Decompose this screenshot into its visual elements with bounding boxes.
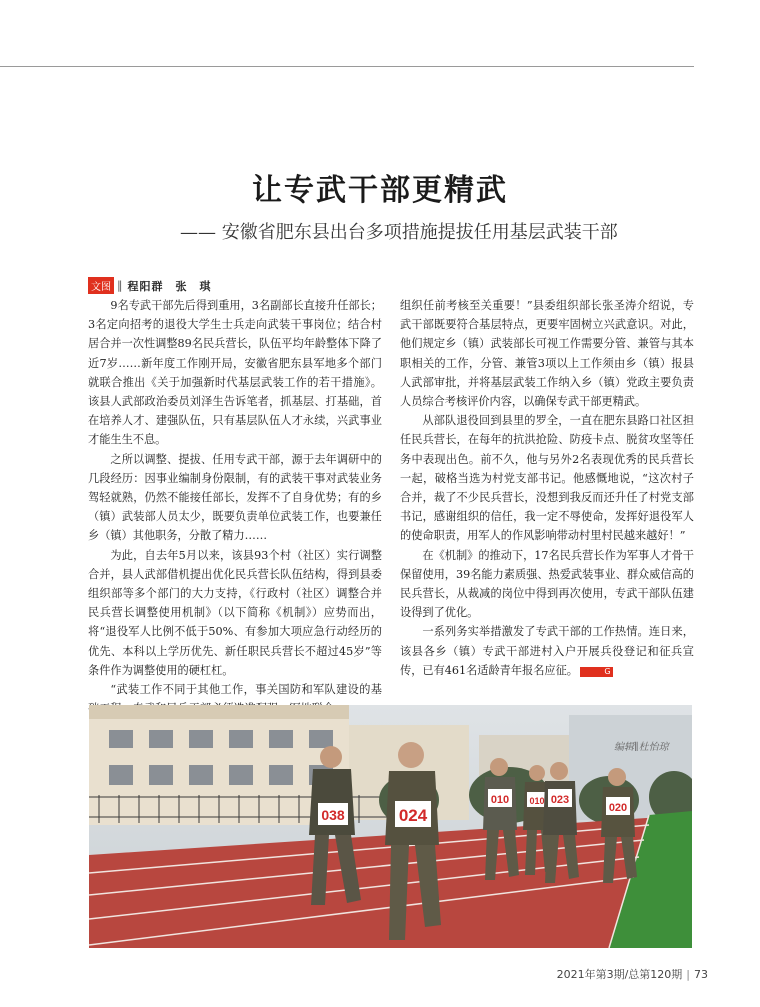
left-column — [88, 296, 382, 718]
end-mark: G — [580, 667, 613, 677]
paragraph: 为此，自去年5月以来，该县93个村（社区）实行调整合并，县人武部借机提出优化民兵营长队伍结构，得到县委组织部等多个部门的大力支持，《行政村（社区）调整合并民兵营长调整使用机制》（以下简称《机制》）应势而出，将“退役军人比例不低于50%、有参加大项应急行动经历的优先、本科以上学历优先、新任职民兵营长不超过45岁”等条件作为调整使用的硬杠杠。 — [88, 548, 382, 677]
right-column — [400, 296, 694, 680]
byline-authors: 程阳群 张 琪 — [127, 279, 212, 293]
paragraph-text: 一系列务实举措激发了专武干部的工作热情。连日来，该县各乡（镇）专武干部进村入户开展兵役登记和征兵宣传，已有461名适龄青年报名应征。 — [400, 625, 694, 677]
article-title: 让专武干部更精武 — [252, 173, 508, 208]
byline-separator: ‖ — [117, 279, 123, 292]
bib-number: 038 — [321, 807, 345, 823]
paragraph: 从部队退役回到县里的罗全，一直在肥东县路口社区担任民兵营长，在每年的抗洪抢险、防疫卡点、脱贫攻坚等任务中表现出色。前不久，他与另外2名表现优秀的民兵营长一起，破格当选为村党支部书记。他感慨地说，“这次村子合并，裁了不少民兵营长，没想到我反而还升任了村党支部书记，感谢组织的信任，我一定不辱使命，发挥好退役军人的使命职责，用军人的作风影响带动村里村民越来越好！” — [400, 414, 694, 543]
paragraph-last — [400, 622, 694, 680]
article-photo — [89, 705, 692, 948]
page-footer — [557, 966, 708, 982]
bib-number: 023 — [550, 794, 570, 806]
byline — [88, 277, 212, 294]
issue-info: 2021年第3期/总第120期 — [556, 968, 683, 981]
paragraph: 在《机制》的推动下，17名民兵营长作为军事人才骨干保留使用，39名能力素质强、热爱武装事业、群众威信高的民兵营长，从裁减的岗位中得到再次使用，专武干部队伍建设得到了优化。 — [400, 548, 694, 620]
bib-number: 010 — [529, 796, 545, 806]
bib-number: 010 — [490, 794, 510, 806]
bib-number: 020 — [608, 802, 628, 814]
bib-number: 024 — [398, 806, 428, 825]
article-subtitle: —— 安徽省肥东县出台多项措施提拔任用基层武装干部 — [180, 222, 618, 243]
paragraph: 之所以调整、提拔、任用专武干部，源于去年调研中的几段经历：因事业编制身份限制，有的武装干事对武装业务驾轻就熟，仍然不能接任部长，发挥不了自身优势；有的乡（镇）武装部人员太少，既要负责单位武装工作，也要兼任乡（镇）其他职务，分散了精力…… — [88, 452, 382, 543]
byline-tag: 文图 — [88, 277, 114, 294]
editor-credit: 编辑∥杜怡琼 — [614, 742, 669, 753]
paragraph: 9名专武干部先后得到重用，3名副部长直接升任部长；3名定向招考的退役大学生士兵走向武装干事岗位；结合村居合并一次性调整89名民兵营长，队伍平均年龄整体下降了近7岁……新年度工作刚开局，安徽省肥东县军地多个部门就联合推出《关于加强新时代基层武装工作的若干措施》。该县人武部政治委员刘泽生告诉笔者，抓基层、打基础，首在培养人才、建强队伍，只有基层队伍人才永续，兴武事业才能生生不息。 — [88, 299, 382, 447]
page-number: 73 — [694, 968, 708, 981]
paragraph: 组织任前考核至关重要！”县委组织部长张圣涛介绍说，专武干部既要符合基层特点，更要牢固树立兴武意识。对此，他们规定乡（镇）武装部长可视工作需要分管、兼管与其本职相关的工作，分管、兼管3项以上工作须由乡（镇）报县人武部审批，并将基层武装工作纳入乡（镇）党政主要负责人员综合考核评价内容，以确保专武干部更精武。 — [400, 299, 694, 409]
paragraph: “武装工作不同于其他工作，事关国防和军队建设的基 — [110, 683, 382, 697]
footer-separator: | — [686, 968, 690, 981]
header-rule — [0, 66, 694, 67]
